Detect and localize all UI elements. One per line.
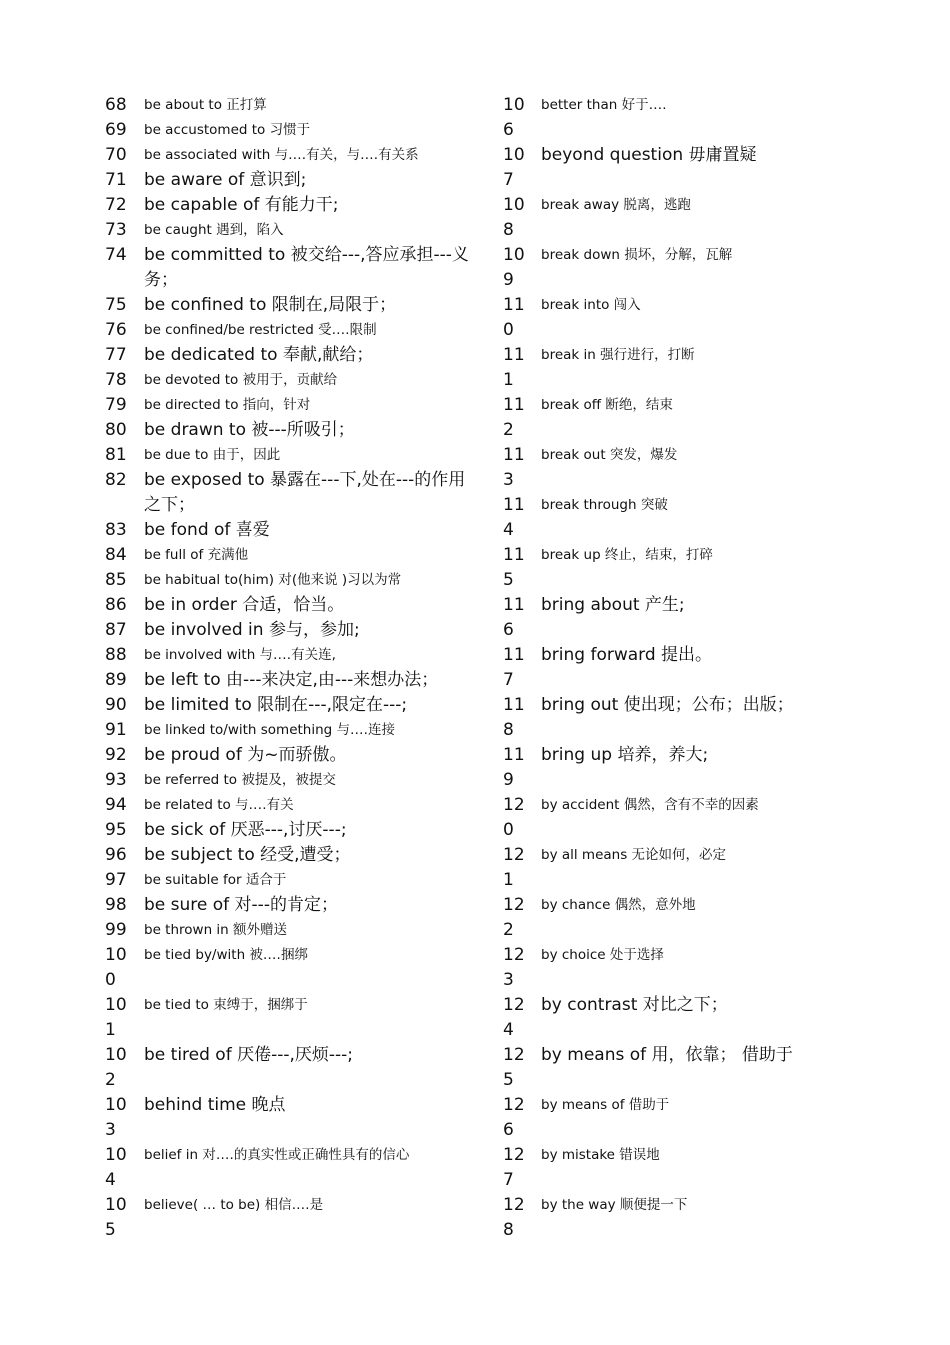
entry-number: 69 — [105, 120, 127, 140]
entry-number: 10 2 — [105, 1045, 127, 1090]
entry-text: better than 好于‥‥ — [541, 97, 667, 113]
right-column — [503, 93, 833, 1243]
entry-number: 12 1 — [503, 845, 525, 890]
entry-text: be thrown in 额外赠送 — [144, 922, 288, 938]
entry-text: beyond question 毋庸置疑 — [541, 145, 757, 165]
entry-text: be confined to 限制在,局限于； — [144, 295, 397, 315]
vocab-entry — [105, 643, 475, 668]
vocab-entry — [105, 693, 475, 718]
vocab-entry — [105, 443, 475, 468]
entry-number: 10 6 — [503, 95, 525, 140]
entry-number: 11 5 — [503, 545, 525, 590]
entry-text: be related to 与‥‥有关 — [144, 797, 294, 813]
entry-text: break into 闯入 — [541, 297, 641, 313]
entry-number: 94 — [105, 795, 127, 815]
vocab-entry — [503, 743, 833, 793]
entry-text: be habitual to(him) 对(他来说 )习以为常 — [144, 572, 402, 588]
vocab-entry — [105, 518, 475, 543]
entry-number: 99 — [105, 920, 127, 940]
entry-text: be proud of 为~而骄傲。 — [144, 745, 347, 765]
entry-text: bring about 产生; — [541, 595, 685, 615]
entry-number: 81 — [105, 445, 127, 465]
entry-text: by the way 顺便提一下 — [541, 1197, 688, 1213]
vocab-entry — [503, 443, 833, 493]
entry-number: 10 4 — [105, 1145, 127, 1190]
entry-text: by all means 无论如何，必定 — [541, 847, 727, 863]
entry-number: 12 3 — [503, 945, 525, 990]
vocab-entry — [105, 618, 475, 643]
vocab-entry — [503, 1143, 833, 1193]
entry-text: be subject to 经受,遭受； — [144, 845, 351, 865]
vocab-entry — [105, 393, 475, 418]
entry-number: 11 2 — [503, 395, 525, 440]
entry-text: break off 断绝，结束 — [541, 397, 673, 413]
entry-text: be full of 充满他 — [144, 547, 249, 563]
vocab-entry — [105, 743, 475, 768]
entry-text: break away 脱离，逃跑 — [541, 197, 691, 213]
vocab-entry — [105, 1043, 475, 1093]
entry-number: 91 — [105, 720, 127, 740]
entry-number: 12 4 — [503, 995, 525, 1040]
entry-number: 11 9 — [503, 745, 525, 790]
entry-text: be left to 由---来决定,由---来想办法； — [144, 670, 439, 690]
entry-number: 10 1 — [105, 995, 127, 1040]
vocab-entry — [105, 293, 475, 318]
entry-number: 79 — [105, 395, 127, 415]
vocab-entry — [105, 793, 475, 818]
vocab-entry — [105, 593, 475, 618]
entry-number: 95 — [105, 820, 127, 840]
vocab-entry — [503, 1193, 833, 1243]
entry-number: 83 — [105, 520, 127, 540]
entry-text: bring forward 提出。 — [541, 645, 713, 665]
entry-number: 89 — [105, 670, 127, 690]
entry-number: 96 — [105, 845, 127, 865]
vocab-entry — [105, 943, 475, 993]
vocab-entry — [105, 143, 475, 168]
vocab-entry — [105, 893, 475, 918]
vocab-entry — [503, 493, 833, 543]
entry-text: be tied by/with 被‥‥捆绑 — [144, 947, 308, 963]
entry-number: 11 6 — [503, 595, 525, 640]
entry-number: 11 1 — [503, 345, 525, 390]
vocab-entry — [503, 143, 833, 193]
entry-text: be devoted to 被用于，贡献给 — [144, 372, 338, 388]
entry-text: be aware of 意识到; — [144, 170, 307, 190]
entry-number: 85 — [105, 570, 127, 590]
entry-number: 72 — [105, 195, 127, 215]
entry-number: 11 7 — [503, 645, 525, 690]
vocab-entry — [503, 343, 833, 393]
vocab-entry — [503, 943, 833, 993]
entry-text: be exposed to 暴露在---下,处在---的作用之下； — [144, 470, 466, 515]
entry-number: 12 2 — [503, 895, 525, 940]
vocab-entry — [105, 1193, 475, 1243]
entry-text: be committed to 被交给---,答应承担---义务； — [144, 245, 469, 290]
entry-text: be tied to 束缚于，捆绑于 — [144, 997, 308, 1013]
entry-number: 71 — [105, 170, 127, 190]
entry-text: by means of 借助于 — [541, 1097, 670, 1113]
entry-number: 12 7 — [503, 1145, 525, 1190]
entry-number: 12 8 — [503, 1195, 525, 1240]
entry-number: 92 — [105, 745, 127, 765]
entry-number: 11 4 — [503, 495, 525, 540]
vocab-entry — [105, 193, 475, 218]
entry-text: be directed to 指向，针对 — [144, 397, 311, 413]
entry-text: be capable of 有能力干; — [144, 195, 339, 215]
entry-text: be drawn to 被---所吸引； — [144, 420, 355, 440]
entry-number: 12 6 — [503, 1095, 525, 1140]
vocab-entry — [105, 543, 475, 568]
entry-number: 68 — [105, 95, 127, 115]
entry-number: 10 3 — [105, 1095, 127, 1140]
entry-text: be fond of 喜爱 — [144, 520, 270, 540]
vocab-entry — [503, 393, 833, 443]
entry-text: by means of 用，依靠； 借助于 — [541, 1045, 793, 1065]
entry-text: be limited to 限制在---,限定在---; — [144, 695, 408, 715]
vocab-entry — [105, 368, 475, 393]
vocab-entry — [503, 693, 833, 743]
vocab-entry — [105, 668, 475, 693]
entry-text: be sick of 厌恶---,讨厌---; — [144, 820, 347, 840]
entry-text: be involved with 与‥‥有关连, — [144, 647, 336, 663]
entry-text: be in order 合适，恰当。 — [144, 595, 345, 615]
entry-number: 10 7 — [503, 145, 525, 190]
vocab-entry — [503, 893, 833, 943]
vocab-entry — [105, 93, 475, 118]
entry-number: 80 — [105, 420, 127, 440]
entry-text: be tired of 厌倦---,厌烦---; — [144, 1045, 354, 1065]
entry-number: 90 — [105, 695, 127, 715]
vocab-entry — [105, 468, 475, 518]
entry-text: be accustomed to 习惯于 — [144, 122, 311, 138]
vocab-entry — [105, 768, 475, 793]
vocab-entry — [105, 343, 475, 368]
entry-text: be dedicated to 奉献,献给； — [144, 345, 374, 365]
vocab-entry — [503, 993, 833, 1043]
entry-number: 10 0 — [105, 945, 127, 990]
vocab-entry — [105, 168, 475, 193]
entry-number: 11 8 — [503, 695, 525, 740]
vocab-entry — [105, 318, 475, 343]
vocab-entry — [105, 243, 475, 293]
vocab-entry — [105, 718, 475, 743]
vocab-entry — [503, 843, 833, 893]
entry-text: by choice 处于选择 — [541, 947, 664, 963]
entry-number: 76 — [105, 320, 127, 340]
entry-number: 70 — [105, 145, 127, 165]
entry-number: 11 0 — [503, 295, 525, 340]
vocab-entry — [105, 918, 475, 943]
entry-text: bring up 培养，养大; — [541, 745, 709, 765]
entry-number: 86 — [105, 595, 127, 615]
entry-text: believe( … to be) 相信‥‥是 — [144, 1197, 324, 1213]
entry-number: 97 — [105, 870, 127, 890]
vocab-entry — [105, 868, 475, 893]
entry-text: behind time 晚点 — [144, 1095, 286, 1115]
vocab-entry — [503, 293, 833, 343]
entry-number: 10 5 — [105, 1195, 127, 1240]
entry-text: break in 强行进行，打断 — [541, 347, 695, 363]
entry-number: 88 — [105, 645, 127, 665]
vocab-entry — [503, 1043, 833, 1093]
left-column — [105, 93, 475, 1243]
entry-number: 77 — [105, 345, 127, 365]
entry-text: be confined/be restricted 受‥‥限制 — [144, 322, 377, 338]
vocab-entry — [503, 543, 833, 593]
entry-text: bring out 使出现；公布；出版； — [541, 695, 794, 715]
vocab-entry — [105, 1143, 475, 1193]
entry-text: by contrast 对比之下； — [541, 995, 728, 1015]
entry-text: be due to 由于，因此 — [144, 447, 281, 463]
vocab-entry — [503, 93, 833, 143]
entry-number: 10 8 — [503, 195, 525, 240]
entry-number: 73 — [105, 220, 127, 240]
vocab-entry — [105, 818, 475, 843]
vocab-entry — [503, 793, 833, 843]
vocab-entry — [105, 418, 475, 443]
vocab-entry — [503, 243, 833, 293]
entry-number: 10 9 — [503, 245, 525, 290]
vocab-entry — [503, 1093, 833, 1143]
entry-text: by mistake 错误地 — [541, 1147, 660, 1163]
vocab-entry — [105, 1093, 475, 1143]
entry-text: break up 终止，结束，打碎 — [541, 547, 713, 563]
vocab-entry — [105, 993, 475, 1043]
entry-text: be involved in 参与，参加; — [144, 620, 360, 640]
entry-text: be caught 遇到，陷入 — [144, 222, 284, 238]
entry-number: 98 — [105, 895, 127, 915]
entry-number: 93 — [105, 770, 127, 790]
vocab-entry — [105, 568, 475, 593]
entry-number: 75 — [105, 295, 127, 315]
entry-text: by accident 偶然，含有不幸的因素 — [541, 797, 759, 813]
entry-text: be referred to 被提及，被提交 — [144, 772, 336, 788]
entry-text: break out 突发，爆发 — [541, 447, 678, 463]
vocab-entry — [503, 193, 833, 243]
entry-number: 87 — [105, 620, 127, 640]
vocab-entry — [105, 843, 475, 868]
entry-number: 74 — [105, 245, 127, 265]
entry-text: be associated with 与‥‥有关，与‥‥有关系 — [144, 147, 419, 163]
entry-text: be about to 正打算 — [144, 97, 267, 113]
entry-text: by chance 偶然，意外地 — [541, 897, 696, 913]
entry-number: 12 0 — [503, 795, 525, 840]
entry-text: be suitable for 适合于 — [144, 872, 287, 888]
vocab-entry — [105, 218, 475, 243]
entry-text: be sure of 对---的肯定； — [144, 895, 338, 915]
entry-number: 82 — [105, 470, 127, 490]
vocab-entry — [105, 118, 475, 143]
vocab-entry — [503, 643, 833, 693]
entry-number: 12 5 — [503, 1045, 525, 1090]
entry-text: break through 突破 — [541, 497, 668, 513]
entry-number: 78 — [105, 370, 127, 390]
entry-text: break down 损坏，分解，瓦解 — [541, 247, 733, 263]
entry-text: belief in 对‥‥的真实性或正确性具有的信心 — [144, 1147, 410, 1163]
vocab-entry — [503, 593, 833, 643]
entry-number: 84 — [105, 545, 127, 565]
entry-text: be linked to/with something 与‥‥连接 — [144, 722, 396, 738]
entry-number: 11 3 — [503, 445, 525, 490]
